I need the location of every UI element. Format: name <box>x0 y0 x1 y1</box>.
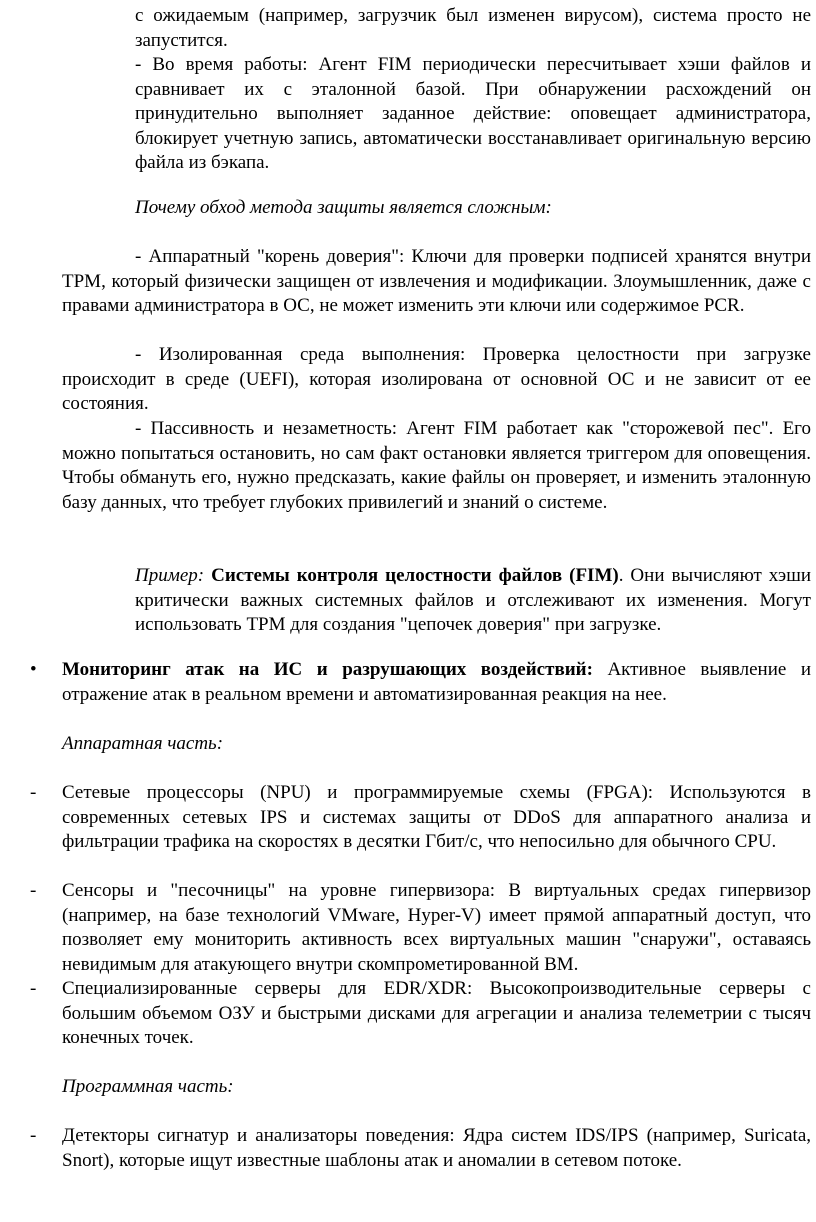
monitoring-bold: Мониторинг атак на ИС и разрушающих воздействий: <box>62 659 593 680</box>
example-rest: . Они вычисляют хэши критически важных системных файлов и отслеживают их изменения. Могут использовать TPM для создания "цепочек доверия" при загрузке. <box>135 565 812 635</box>
hardware-item-3: Специализированные серверы для EDR/XDR: Высокопроизводительные серверы с большим объемом ОЗУ и быстрыми дисками для агрегации и анализа телеметрии с тысяч конечных точек. <box>62 978 811 1048</box>
why-item-3: - Пассивность и незаметность: Агент FIM работает как "сторожевой пес". Его можно попытаться остановить, но сам факт остановки является триггером для оповещения. Чтобы обмануть его, нужно предсказать, какие файлы он проверяет, и изменить эталонную базу данных, что требует глубоких привилегий и знаний о системе. <box>62 418 811 513</box>
hardware-item-2: Сенсоры и "песочницы" на уровне гипервизора: В виртуальных средах гипервизор (например, на базе технологий VMware, Hyper-V) имеет прямой аппаратный доступ, что позволяет ему мониторить активность всех виртуальных машин "снаружи", оставаясь невидимым для атакующего внутри скомпрометированной ВМ. <box>62 880 811 975</box>
monitoring-rest: Активное выявление и отражение атак в реальном времени и автоматизированная реакция на нее. <box>62 659 811 705</box>
software-dash-1: - <box>30 1125 37 1146</box>
example-paragraph <box>135 564 811 638</box>
hardware-dash-1: - <box>30 782 37 803</box>
example-bold: Системы контроля целостности файлов (FIM) <box>211 565 619 586</box>
example-label: Пример: <box>135 565 205 586</box>
hardware-item-1: Сетевые процессоры (NPU) и программируемые схемы (FPGA): Используются в современных сетевых IPS и системах защиты от DDoS для аппаратного анализа и фильтрации трафика на скоростях в десятки Гбит/с, что непосильно для обычного CPU. <box>62 782 811 852</box>
why-item-1: - Аппаратный "корень доверия": Ключи для проверки подписей хранятся внутри TPM, который физически защищен от извлечения и модификации. Злоумышленник, даже с правами администратора в ОС, не может изменить эти ключи или содержимое PCR. <box>62 246 811 316</box>
hardware-dash-2: - <box>30 880 37 901</box>
why-heading: Почему обход метода защиты является сложным: <box>135 197 552 218</box>
software-heading: Программная часть: <box>62 1076 234 1097</box>
monitoring-bullet: • <box>30 659 37 680</box>
intro-paragraph-1: с ожидаемым (например, загрузчик был изменен вирусом), система просто не запустится. <box>135 5 811 51</box>
hardware-dash-3: - <box>30 978 37 999</box>
hardware-heading: Аппаратная часть: <box>62 733 224 754</box>
why-item-2: - Изолированная среда выполнения: Проверка целостности при загрузке происходит в среде (UEFI), которая изолирована от основной ОС и не зависит от ее состояния. <box>62 344 811 414</box>
monitoring-paragraph <box>62 658 811 707</box>
software-item-1: Детекторы сигнатур и анализаторы поведения: Ядра систем IDS/IPS (например, Suricata, Snort), которые ищут известные шаблоны атак и аномалии в сетевом потоке. <box>62 1125 811 1171</box>
intro-paragraph-2: - Во время работы: Агент FIM периодически пересчитывает хэши файлов и сравнивает их с эталонной базой. При обнаружении расхождений он принудительно выполняет заданное действие: оповещает администратора, блокирует учетную запись, автоматически восстанавливает оригинальную версию файла из бэкапа. <box>135 54 811 173</box>
